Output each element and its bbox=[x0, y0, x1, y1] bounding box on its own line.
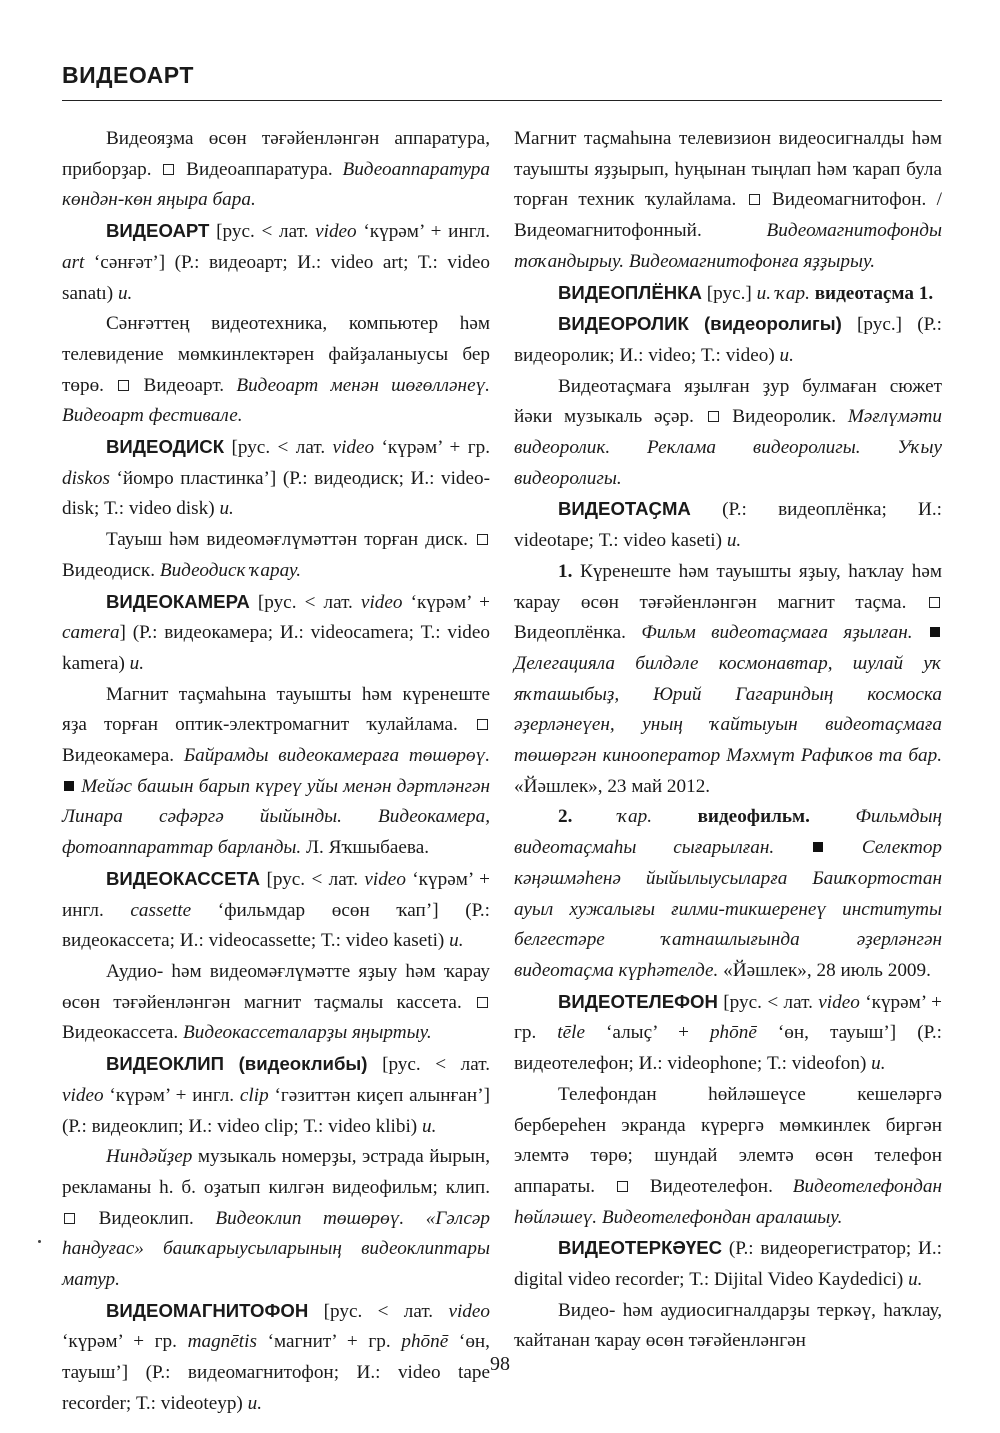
entry-text: Видеоклип. bbox=[77, 1207, 216, 1229]
entry-text: Видеодиск. bbox=[62, 559, 160, 581]
entry-text: Видеоарт. bbox=[131, 374, 237, 396]
italic-text: Фильмдың видеотаҫмаһы сығарылған. bbox=[514, 806, 943, 859]
entry-paragraph bbox=[514, 557, 942, 803]
italic-text: video bbox=[62, 1084, 104, 1106]
entry-paragraph bbox=[514, 278, 942, 310]
translation-square-icon bbox=[749, 194, 760, 205]
entry-text: Магнит таҫмаһына тауышты һәм күренеште яҙа торған оптик-электромагнит ҡулайлама. bbox=[62, 683, 490, 736]
bold-text: видеофильм. bbox=[697, 806, 810, 828]
headword: ВИДЕОДИСК bbox=[106, 436, 225, 458]
entry-paragraph bbox=[62, 680, 490, 864]
bold-text: видеотаҫма 1. bbox=[814, 282, 934, 304]
entry-text: ‘күрәм’ + ингл. bbox=[103, 1084, 240, 1106]
entry-text: [рус. < лат. bbox=[717, 991, 819, 1013]
italic-text: и. bbox=[871, 1053, 886, 1075]
entry-text: Видеокамера. bbox=[62, 745, 184, 767]
entry-paragraph bbox=[62, 1049, 490, 1142]
italic-text: и. bbox=[129, 652, 145, 674]
entry-text: ‘күрәм’ + ингл. bbox=[356, 221, 490, 243]
entry-text: Видеоаппаратура. bbox=[176, 158, 343, 180]
entry-text: [рус. < лат. bbox=[209, 221, 316, 243]
italic-text: diskos bbox=[62, 467, 110, 489]
entry-paragraph bbox=[62, 432, 490, 525]
running-header: ВИДЕОАРТ bbox=[62, 62, 194, 88]
page-number: 98 bbox=[490, 1353, 510, 1375]
italic-text: tēle bbox=[557, 1022, 585, 1044]
italic-text: Делегацияла билдәле космонавтар, шулай уҡ яҡташыбыҙ, Юрий Гагариндың космоска әҙерләнеүен, уның ҡайтыуын видеотаҫмаға төшөргән кинооператор Мәхмүт Рафиҡов та бар. bbox=[514, 652, 942, 767]
entry-paragraph bbox=[514, 124, 942, 278]
italic-text: Видеодиск ҡарау. bbox=[159, 559, 302, 581]
entry-text bbox=[224, 1054, 239, 1075]
italic-text: video bbox=[315, 221, 357, 243]
citation-square-icon bbox=[930, 627, 940, 637]
entry-text: Видеоплёнка. bbox=[514, 622, 642, 644]
entry-text: ‘йомро пластинка’] (Р.: видеодиск; И.: video-disk; Т.: video disk) bbox=[62, 467, 490, 520]
headword: (видеоролигы) bbox=[703, 313, 842, 335]
italic-text: Мейәс башын барып күреү уйы менән дәртләнгән Линара сәфәргә йыйынды. Видеокамера, фотоаппараттар барланды. bbox=[62, 775, 491, 859]
entry-text: Видеояҙма өсөн тәғәйенләнгән аппаратура, приборҙар. bbox=[62, 128, 490, 180]
headword: (видеоклибы) bbox=[238, 1053, 368, 1075]
headword: ВИДЕОТАҪМА bbox=[558, 498, 691, 520]
entry-paragraph bbox=[62, 587, 490, 680]
italic-text: cassette bbox=[130, 899, 192, 921]
entry-text: [рус. < лат. bbox=[367, 1054, 491, 1076]
italic-text: video bbox=[448, 1300, 490, 1322]
italic-text: Видеоарт менән шөғөлләнеү. Видеоарт фестивале. bbox=[62, 374, 490, 427]
translation-square-icon bbox=[477, 719, 488, 730]
entry-text: ‘өн, тауыш’] (Р.: видеомагнитофон; И.: video tape recorder; Т.: videoteyp) bbox=[62, 1331, 490, 1414]
entry-text: ‘магнит’ + гр. bbox=[256, 1331, 402, 1353]
italic-text: phōnē bbox=[401, 1331, 449, 1353]
entry-paragraph bbox=[62, 864, 490, 957]
entry-text bbox=[913, 622, 928, 643]
entry-text bbox=[774, 837, 811, 858]
entry-text: ‘күрәм’ + гр. bbox=[514, 991, 942, 1044]
entry-text bbox=[810, 806, 856, 827]
entry-text: ‘күрәм’ + ингл. bbox=[62, 868, 490, 921]
italic-text: и. bbox=[726, 530, 742, 552]
entry-text bbox=[572, 806, 618, 827]
entry-text: Тауыш һәм видеомәғлүмәттән торған диск. bbox=[106, 529, 475, 551]
headword: ВИДЕОМАГНИТОФОН bbox=[106, 1299, 309, 1321]
entry-text: «Йәшлек», 28 июль 2009. bbox=[718, 959, 931, 981]
italic-text: и. bbox=[219, 498, 234, 520]
entry-text: ] (Р.: видеокамера; И.: videocamera; Т.: video kamera) bbox=[62, 622, 490, 674]
italic-text: Видеомагнитофонды тоҡандырыу. Видеомагнитофонға яҙҙырыу. bbox=[514, 220, 942, 272]
entry-paragraph bbox=[514, 1080, 942, 1234]
entry-text bbox=[689, 314, 704, 335]
entry-text: ‘алыҫ’ + bbox=[585, 1022, 710, 1044]
headword: ВИДЕОАРТ bbox=[106, 220, 210, 242]
entry-text: ‘гәзиттән киҫеп алынған’] (Р.: видеоклип; И.: video clip; Т.: video klibi) bbox=[62, 1084, 490, 1137]
entry-text: [рус. < лат. bbox=[224, 437, 333, 459]
italic-text: Видеоклип төшөрөү. «Гәлсәр һандуғас» башҡарыусыларының видеоклиптары матур. bbox=[62, 1207, 490, 1291]
entry-text: «Йәшлек», 23 май 2012. bbox=[514, 775, 711, 797]
italic-text: Фильм видеотаҫмаға яҙылған. bbox=[641, 622, 913, 644]
translation-square-icon bbox=[64, 1213, 75, 1224]
entry-text: [рус. < лат. bbox=[308, 1300, 449, 1322]
entry-paragraph bbox=[514, 372, 942, 495]
translation-square-icon bbox=[477, 997, 488, 1008]
entry-text: ‘сәнғәт’] (Р.: видеоарт; И.: video art; Т.: video sanatı) bbox=[62, 251, 490, 304]
entry-paragraph bbox=[62, 957, 490, 1049]
headword: ВИДЕОПЛЁНКА bbox=[558, 281, 702, 303]
header-rule bbox=[62, 100, 942, 101]
entry-text bbox=[652, 806, 698, 827]
entry-paragraph bbox=[514, 802, 942, 986]
headword: ВИДЕОКЛИП bbox=[106, 1053, 225, 1075]
entry-paragraph bbox=[514, 309, 942, 371]
entry-paragraph bbox=[514, 1233, 942, 1295]
entry-text: ‘күрәм’ + гр. bbox=[62, 1331, 188, 1353]
entry-text bbox=[825, 837, 862, 858]
entry-text: Видеотелефон. bbox=[629, 1175, 793, 1197]
entry-paragraph bbox=[62, 309, 490, 432]
headword: ВИДЕОКАССЕТА bbox=[106, 867, 261, 889]
citation-square-icon bbox=[64, 781, 74, 791]
translation-square-icon bbox=[929, 597, 940, 608]
italic-text: Видеотелефондан һөйләшеү. Видеотелефондан аралашыу. bbox=[514, 1175, 942, 1228]
entry-paragraph bbox=[62, 124, 490, 216]
entry-text: Видеокассета. bbox=[62, 1022, 183, 1044]
entry-text: (Р.: видеоплёнка; И.: videotape; Т.: video kaseti) bbox=[514, 499, 942, 552]
entry-text: [рус.] bbox=[701, 282, 757, 304]
entry-text: (Р.: видеорегистратор; И.: digital video recorder; Т.: Dijital Video Kaydedici) bbox=[514, 1238, 942, 1291]
entry-paragraph bbox=[62, 1142, 490, 1296]
headword: ВИДЕОТЕРКӘҮЕС bbox=[558, 1237, 723, 1259]
italic-text: video bbox=[364, 868, 406, 890]
left-column bbox=[62, 124, 490, 1420]
italic-text: Видеоаппаратура көндән-көн яңыра бара. bbox=[62, 158, 490, 211]
bold-text: 2. bbox=[558, 806, 573, 828]
entry-paragraph bbox=[62, 216, 490, 309]
entry-text: Сәнғәттең видеотехника, компьютер һәм телевидение мөмкинлектәрен файҙаланыусы бер төрө. bbox=[62, 313, 490, 396]
entry-text: Видеоролик. bbox=[720, 406, 848, 428]
entry-text: Магнит таҫмаһына телевизион видеосигналды һәм тауышты яҙҙырып, һуңынан тыңлап һәм ҡарап була торған техник ҡулайлама. bbox=[514, 128, 942, 211]
translation-square-icon bbox=[477, 534, 488, 545]
entry-text: ‘күрәм’ + гр. bbox=[374, 437, 490, 459]
translation-square-icon bbox=[118, 380, 129, 391]
translation-square-icon bbox=[617, 1181, 628, 1192]
italic-text: и. bbox=[117, 282, 133, 304]
italic-text: phōnē bbox=[709, 1022, 757, 1044]
italic-text: и. bbox=[908, 1269, 923, 1291]
italic-text: ҡар. bbox=[617, 806, 653, 828]
entry-text: Күренеште һәм тауышты яҙыу, һаҡлау һәм ҡарау өсөн тәғәйенләнгән магнит таҫма. bbox=[514, 560, 942, 613]
italic-text: Байрамды видеокамераға төшөрөү. bbox=[183, 745, 490, 767]
italic-text: и. bbox=[449, 930, 464, 952]
entry-paragraph bbox=[62, 525, 490, 586]
italic-text: и. ҡар. bbox=[756, 282, 810, 304]
entry-text: [рус. < лат. bbox=[249, 591, 361, 613]
italic-text: и. bbox=[247, 1392, 262, 1414]
italic-text: Ниндәйҙер bbox=[106, 1146, 193, 1168]
entry-text: музыкаль номерҙы, эстрада йырын, рекламаны һ. б. оҙатып килгән видеофильм; клип. bbox=[62, 1146, 490, 1198]
bold-text: 1. bbox=[558, 560, 573, 582]
headword: ВИДЕОРОЛИК bbox=[558, 313, 689, 335]
margin-dot bbox=[38, 1240, 41, 1243]
entry-text: ‘өн, тауыш’] (Р.: видеотелефон; И.: videophone; Т.: videofon) bbox=[514, 1022, 942, 1075]
italic-text: Видеокассеталарҙы яңыртыу. bbox=[183, 1022, 432, 1044]
italic-text: video bbox=[818, 991, 860, 1013]
italic-text: magnētis bbox=[187, 1331, 257, 1353]
entry-text: Аудио- һәм видеомәғлүмәтте яҙыу һәм ҡарау өсөн тәғәйенләнгән магнит таҫмалы кассета. bbox=[62, 960, 490, 1013]
italic-text: art bbox=[62, 251, 85, 273]
entry-paragraph bbox=[514, 1296, 942, 1357]
italic-text: video bbox=[360, 591, 403, 613]
citation-square-icon bbox=[813, 842, 823, 852]
translation-square-icon bbox=[163, 164, 174, 175]
entry-text: [рус. < лат. bbox=[260, 868, 365, 890]
translation-square-icon bbox=[708, 411, 719, 422]
entry-text: [рус.] (Р.: видеоролик; И.: video; Т.: video) bbox=[514, 314, 942, 366]
entry-text: Видеотаҫмаға яҙылған ҙур булмаған сюжет йәки музыкаль әҫәр. bbox=[514, 375, 942, 428]
entry-text: Видеомагнитофон. / Видеомагнитофонный. bbox=[514, 189, 942, 242]
right-column bbox=[514, 124, 942, 1357]
headword: ВИДЕОКАМЕРА bbox=[106, 590, 250, 612]
headword: ВИДЕОТЕЛЕФОН bbox=[558, 990, 718, 1012]
italic-text: Селектор кәңәшмәһенә йыйылыусыларға Башҡортостан ауыл хужалығы ғилми-тикшеренеү институты белгестәре ҡатнашлығында әҙерләнгән видеотаҫма күрһәтелде. bbox=[514, 837, 943, 981]
entry-paragraph bbox=[514, 494, 942, 556]
italic-text: Мәғлүмәти видеоролик. Реклама видеоролигы. Уҡыу видеоролигы. bbox=[514, 406, 942, 489]
italic-text: camera bbox=[62, 622, 120, 644]
entry-paragraph bbox=[514, 987, 942, 1080]
entry-text: Л. Яҡшыбаева. bbox=[301, 837, 430, 859]
italic-text: и. bbox=[779, 344, 794, 366]
entry-text: ‘фильмдар өсөн ҡап’] (Р.: видеокассета; И.: videocassette; Т.: video kaseti) bbox=[62, 899, 490, 952]
italic-text: и. bbox=[421, 1115, 437, 1137]
italic-text: video bbox=[332, 437, 375, 459]
italic-text: clip bbox=[239, 1084, 269, 1106]
entry-text: Телефондан һөйләшеүсе кешеләргә бербереһен экранда күрергә мөмкинлек биргән элемтә төрө; шундай элемтә өсөн телефон аппараты. bbox=[514, 1083, 942, 1197]
entry-text: ‘күрәм’ + bbox=[402, 591, 491, 613]
entry-text: Видео- һәм аудиосигналдарҙы теркәү, һаҡлау, ҡайтанан ҡарау өсөн тәғәйенләнгән bbox=[514, 1299, 942, 1352]
